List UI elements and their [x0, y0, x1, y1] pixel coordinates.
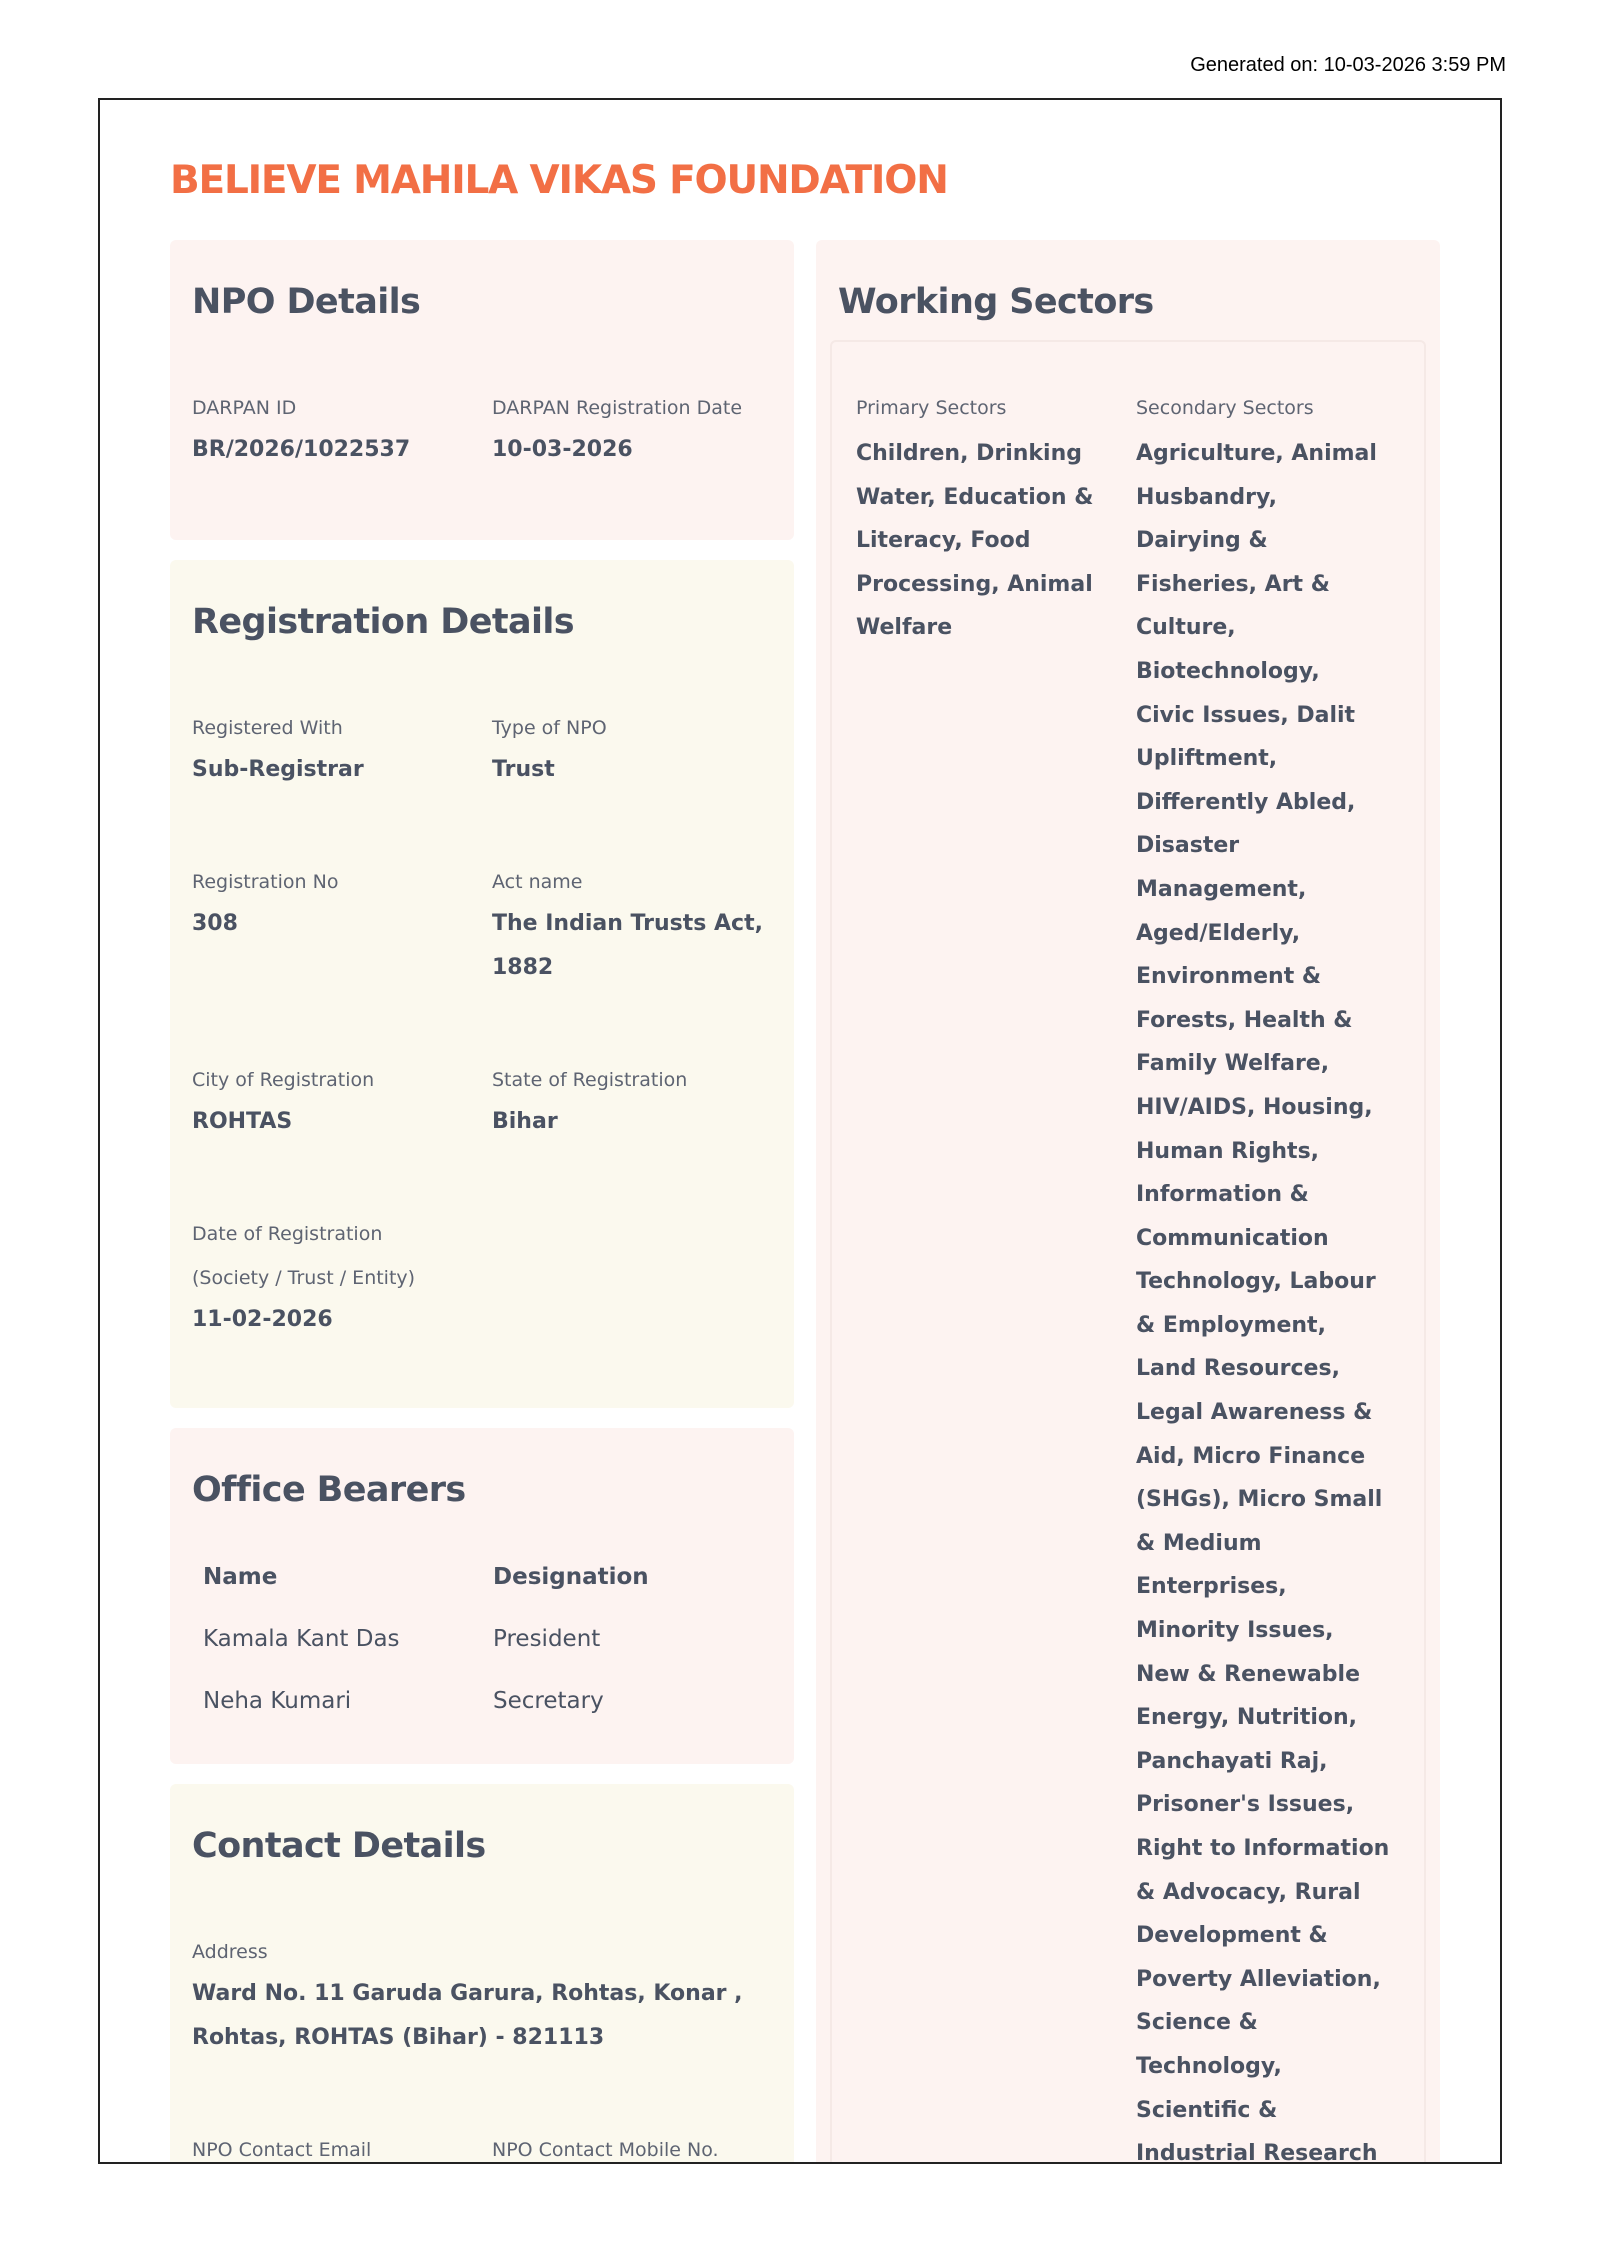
- registration-no-field: [192, 860, 338, 946]
- sector-line: Minority Issues,: [1136, 1618, 1334, 1644]
- sector-line: Aid, Micro Finance: [1136, 1443, 1366, 1469]
- table-header-row: [203, 1546, 649, 1608]
- sector-line: Processing, Animal: [856, 571, 1093, 597]
- registered-with-field: [192, 706, 364, 792]
- sector-line: Culture,: [1136, 615, 1236, 641]
- sector-line: Forests, Health &: [1136, 1007, 1353, 1033]
- address-line1: Ward No. 11 Garuda Garura, Rohtas, Konar ,: [192, 1981, 743, 2006]
- npo-type-label: Type of NPO: [492, 717, 607, 739]
- org-title: BELIEVE MAHILA VIKAS FOUNDATION: [170, 158, 948, 203]
- darpan-id-value: BR/2026/1022537: [192, 437, 411, 462]
- sector-line: Technology, Labour: [1136, 1269, 1376, 1295]
- table-row: [203, 1608, 649, 1670]
- state-value: Bihar: [492, 1109, 558, 1134]
- column-header-name: Name: [203, 1564, 278, 1590]
- sector-line: & Medium: [1136, 1530, 1262, 1556]
- generated-timestamp: Generated on: 10-03-2026 3:59 PM: [1190, 54, 1506, 76]
- secondary-sectors-field: [1136, 386, 1426, 2164]
- darpan-id-label: DARPAN ID: [192, 397, 297, 419]
- act-name-value-line1: The Indian Trusts Act,: [492, 911, 763, 936]
- state-label: State of Registration: [492, 1069, 688, 1091]
- sector-line: (SHGs), Micro Small: [1136, 1487, 1383, 1513]
- act-name-value-line2: 1882: [492, 955, 554, 980]
- sector-line: Fisheries, Art &: [1136, 571, 1330, 597]
- contact-details-heading: Contact Details: [192, 1826, 486, 1866]
- sector-line: Management,: [1136, 876, 1307, 902]
- contact-email-label: NPO Contact Email: [192, 2139, 372, 2161]
- sector-line: Industrial Research: [1136, 2141, 1378, 2164]
- address-line2: Rohtas, ROHTAS (Bihar) - 821113: [192, 2025, 605, 2050]
- city-value: ROHTAS: [192, 1109, 293, 1134]
- primary-sectors-field: [856, 386, 1126, 650]
- sector-line: Panchayati Raj,: [1136, 1748, 1328, 1774]
- bearer-name: Kamala Kant Das: [203, 1626, 400, 1652]
- sector-line: Agriculture, Animal: [1136, 441, 1377, 466]
- sector-line: Biotechnology,: [1136, 658, 1320, 684]
- sector-line: Husbandry,: [1136, 484, 1278, 510]
- registered-with-label: Registered With: [192, 717, 343, 739]
- act-name-label: Act name: [492, 871, 583, 893]
- darpan-id-field: [192, 386, 410, 472]
- city-of-registration-field: [192, 1058, 374, 1144]
- sector-line: Upliftment,: [1136, 746, 1278, 772]
- registration-details-card: [170, 560, 794, 1408]
- sector-line: Right to Information: [1136, 1836, 1390, 1861]
- sector-line: Aged/Elderly,: [1136, 920, 1301, 946]
- document-frame: [98, 98, 1502, 2164]
- sector-line: Communication: [1136, 1225, 1329, 1251]
- bearer-designation: Secretary: [493, 1688, 604, 1714]
- sector-line: Children, Drinking: [856, 441, 1082, 466]
- office-bearers-table: [203, 1546, 649, 1732]
- sector-line: Technology,: [1136, 2053, 1282, 2079]
- address-label: Address: [192, 1941, 268, 1963]
- sector-line: Legal Awareness &: [1136, 1400, 1373, 1426]
- sector-line: Development &: [1136, 1923, 1328, 1949]
- date-of-registration-field: [192, 1212, 415, 1342]
- contact-mobile-field: [492, 2128, 719, 2164]
- column-header-designation: Designation: [493, 1564, 649, 1590]
- sector-line: Poverty Alleviation,: [1136, 1966, 1381, 1992]
- sector-line: Civic Issues, Dalit: [1136, 702, 1356, 728]
- sector-line: Scientific &: [1136, 2097, 1278, 2123]
- sector-line: Information &: [1136, 1182, 1309, 1208]
- contact-details-card: [170, 1784, 794, 2164]
- sector-line: HIV/AIDS, Housing,: [1136, 1094, 1373, 1120]
- date-label-line1: Date of Registration: [192, 1223, 383, 1245]
- sector-line: Disaster: [1136, 833, 1240, 859]
- sector-line: Dairying &: [1136, 528, 1268, 554]
- sector-line: Environment &: [1136, 964, 1322, 990]
- secondary-sectors-list: [1136, 432, 1426, 2164]
- sector-line: New & Renewable: [1136, 1661, 1360, 1687]
- sector-line: Land Resources,: [1136, 1356, 1340, 1382]
- darpan-reg-date-label: DARPAN Registration Date: [492, 397, 743, 419]
- registration-no-label: Registration No: [192, 871, 339, 893]
- npo-details-heading: NPO Details: [192, 282, 421, 322]
- sector-line: Family Welfare,: [1136, 1051, 1330, 1077]
- office-bearers-heading: Office Bearers: [192, 1470, 466, 1510]
- sector-line: Water, Education &: [856, 484, 1094, 510]
- registered-with-value: Sub-Registrar: [192, 757, 364, 782]
- sector-line: Welfare: [856, 615, 953, 641]
- sector-line: Prisoner's Issues,: [1136, 1792, 1355, 1818]
- bearer-designation: President: [493, 1626, 601, 1652]
- registration-details-heading: Registration Details: [192, 602, 575, 642]
- act-name-field: [492, 860, 763, 990]
- sector-line: Enterprises,: [1136, 1574, 1287, 1600]
- primary-sectors-list: [856, 432, 1126, 650]
- bearer-name: Neha Kumari: [203, 1688, 352, 1714]
- table-row: [203, 1670, 649, 1732]
- sector-line: Science &: [1136, 2010, 1258, 2036]
- contact-mobile-label: NPO Contact Mobile No.: [492, 2139, 719, 2161]
- contact-email-field: [192, 2128, 371, 2164]
- address-field: [192, 1930, 743, 2060]
- sector-line: & Advocacy, Rural: [1136, 1879, 1361, 1905]
- sector-line: & Employment,: [1136, 1312, 1326, 1338]
- darpan-reg-date-field: [492, 386, 742, 472]
- secondary-sectors-label: Secondary Sectors: [1136, 397, 1314, 419]
- darpan-reg-date-value: 10-03-2026: [492, 437, 633, 462]
- npo-type-field: [492, 706, 607, 792]
- working-sectors-heading: Working Sectors: [838, 282, 1154, 322]
- state-of-registration-field: [492, 1058, 687, 1144]
- sector-line: Human Rights,: [1136, 1138, 1320, 1164]
- primary-sectors-label: Primary Sectors: [856, 397, 1007, 419]
- office-bearers-card: [170, 1428, 794, 1764]
- registration-no-value: 308: [192, 911, 238, 936]
- npo-type-value: Trust: [492, 757, 555, 782]
- city-label: City of Registration: [192, 1069, 375, 1091]
- sector-line: Differently Abled,: [1136, 789, 1356, 815]
- date-label-line2: (Society / Trust / Entity): [192, 1267, 416, 1289]
- sector-line: Literacy, Food: [856, 528, 1031, 554]
- sector-line: Energy, Nutrition,: [1136, 1705, 1358, 1731]
- date-value: 11-02-2026: [192, 1307, 333, 1332]
- npo-details-card: [170, 240, 794, 540]
- working-sectors-card: [816, 240, 1440, 2164]
